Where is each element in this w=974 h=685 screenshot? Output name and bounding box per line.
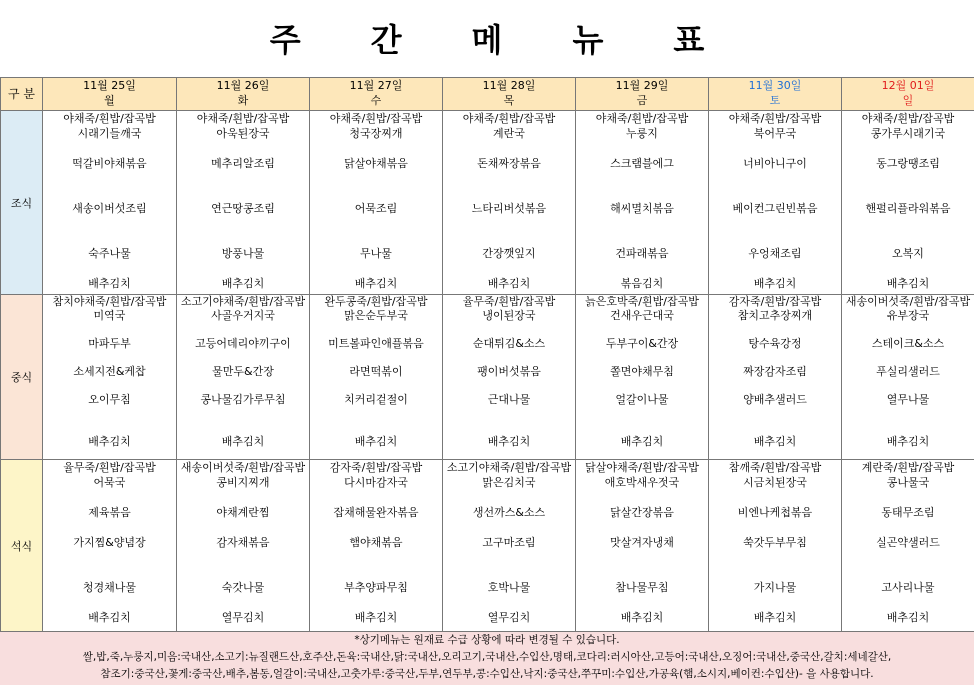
menu-item xyxy=(43,231,176,246)
menu-item: 배추김치 xyxy=(43,435,176,449)
menu-item: 닭살야채볶음 xyxy=(310,156,442,171)
menu-item: 맛살겨자냉채 xyxy=(576,535,708,550)
menu-cell xyxy=(576,460,709,633)
menu-item xyxy=(842,407,974,421)
day-date: 11월 26일 xyxy=(177,78,309,93)
menu-item: 닭살야채죽/흰밥/잡곡밥 xyxy=(576,460,708,475)
menu-item: 콩나물국 xyxy=(842,475,974,490)
menu-item xyxy=(842,231,974,246)
menu-item: 배추김치 xyxy=(576,435,708,449)
menu-item: 건파래볶음 xyxy=(576,246,708,261)
menu-item: 배추김치 xyxy=(43,276,176,291)
weekly-menu-table xyxy=(0,77,974,633)
menu-item: 소세지전&케찹 xyxy=(43,365,176,379)
menu-item: 너비아니구이 xyxy=(709,156,841,171)
menu-item: 야채죽/흰밥/잡곡밥 xyxy=(177,111,309,126)
menu-item xyxy=(709,595,841,610)
menu-item: 북어무국 xyxy=(709,126,841,141)
menu-item: 비엔나케첩볶음 xyxy=(709,505,841,520)
menu-item: 오복지 xyxy=(842,246,974,261)
menu-item xyxy=(43,490,176,505)
menu-item xyxy=(43,216,176,231)
menu-item: 콩비지찌개 xyxy=(177,475,309,490)
menu-item: 율무죽/흰밥/잡곡밥 xyxy=(443,295,575,309)
menu-item: 야채죽/흰밥/잡곡밥 xyxy=(709,111,841,126)
menu-item xyxy=(842,595,974,610)
menu-item xyxy=(43,520,176,535)
menu-item xyxy=(177,565,309,580)
menu-item xyxy=(709,216,841,231)
menu-item xyxy=(177,141,309,156)
menu-item xyxy=(310,351,442,365)
menu-item xyxy=(576,490,708,505)
menu-item xyxy=(709,421,841,435)
menu-item xyxy=(443,141,575,156)
menu-item: 야채죽/흰밥/잡곡밥 xyxy=(443,111,575,126)
menu-item: 청경채나물 xyxy=(43,580,176,595)
title-char: 표 xyxy=(673,15,704,61)
menu-item: 시금치된장국 xyxy=(709,475,841,490)
menu-item: 스크램블에그 xyxy=(576,156,708,171)
menu-item xyxy=(310,407,442,421)
menu-item xyxy=(177,520,309,535)
menu-item xyxy=(310,520,442,535)
menu-item xyxy=(443,595,575,610)
menu-item: 치커리겉절이 xyxy=(310,393,442,407)
menu-cell xyxy=(310,111,443,295)
meal-label: 조식 xyxy=(1,111,43,295)
menu-item xyxy=(576,323,708,337)
menu-item: 아욱된장국 xyxy=(177,126,309,141)
menu-item: 얼갈이나물 xyxy=(576,393,708,407)
menu-item: 열무나물 xyxy=(842,393,974,407)
menu-item xyxy=(842,186,974,201)
day-header xyxy=(709,78,842,111)
menu-item xyxy=(177,261,309,276)
title-char: 메 xyxy=(472,15,503,61)
menu-item: 볶음김치 xyxy=(576,276,708,291)
menu-item: 새송이버섯죽/흰밥/잡곡밥 xyxy=(842,295,974,309)
menu-item xyxy=(709,351,841,365)
menu-item xyxy=(177,186,309,201)
menu-item: 무나물 xyxy=(310,246,442,261)
menu-item: 팽이버섯볶음 xyxy=(443,365,575,379)
day-date: 11월 25일 xyxy=(43,78,176,93)
menu-item: 고구마조림 xyxy=(443,535,575,550)
menu-item: 어묵국 xyxy=(43,475,176,490)
menu-item xyxy=(576,565,708,580)
page-title xyxy=(0,0,974,76)
menu-cell xyxy=(177,460,310,633)
day-of-week: 화 xyxy=(177,93,309,108)
menu-item xyxy=(177,171,309,186)
menu-item xyxy=(842,216,974,231)
menu-item: 배추김치 xyxy=(310,435,442,449)
menu-item: 배추김치 xyxy=(43,610,176,625)
menu-item: 스테이크&소스 xyxy=(842,337,974,351)
menu-item: 새송이버섯죽/흰밥/잡곡밥 xyxy=(177,460,309,475)
menu-item: 배추김치 xyxy=(709,610,841,625)
menu-item: 잡채해물완자볶음 xyxy=(310,505,442,520)
menu-item xyxy=(842,323,974,337)
menu-item: 떡갈비야채볶음 xyxy=(43,156,176,171)
menu-item: 간장깻잎지 xyxy=(443,246,575,261)
menu-item: 배추김치 xyxy=(177,276,309,291)
menu-item: 제육볶음 xyxy=(43,505,176,520)
menu-cell xyxy=(842,111,974,295)
menu-item: 율무죽/흰밥/잡곡밥 xyxy=(43,460,176,475)
menu-item: 동태무조림 xyxy=(842,505,974,520)
menu-item: 푸실리샐러드 xyxy=(842,365,974,379)
menu-item xyxy=(443,550,575,565)
menu-item xyxy=(576,141,708,156)
menu-cell xyxy=(177,295,310,460)
notice-box xyxy=(0,631,974,685)
menu-item xyxy=(43,186,176,201)
menu-item: 배추김치 xyxy=(310,276,442,291)
menu-item: 근대나물 xyxy=(443,393,575,407)
menu-item: 순대튀김&소스 xyxy=(443,337,575,351)
menu-item: 건새우근대국 xyxy=(576,309,708,323)
menu-item xyxy=(709,407,841,421)
menu-item xyxy=(310,565,442,580)
menu-item xyxy=(576,231,708,246)
menu-item: 배추김치 xyxy=(842,435,974,449)
menu-item xyxy=(842,550,974,565)
menu-item: 맑은순두부국 xyxy=(310,309,442,323)
menu-item xyxy=(842,351,974,365)
menu-item: 마파두부 xyxy=(43,337,176,351)
menu-item: 사골우거지국 xyxy=(177,309,309,323)
menu-item xyxy=(43,141,176,156)
menu-item xyxy=(177,351,309,365)
menu-item: 감자죽/흰밥/잡곡밥 xyxy=(709,295,841,309)
menu-item xyxy=(177,407,309,421)
menu-item xyxy=(709,550,841,565)
day-of-week: 일 xyxy=(842,93,974,108)
menu-item xyxy=(177,231,309,246)
menu-item: 유부장국 xyxy=(842,309,974,323)
menu-item xyxy=(576,351,708,365)
menu-item xyxy=(310,186,442,201)
menu-item: 소고기야채죽/흰밥/잡곡밥 xyxy=(177,295,309,309)
menu-item: 미역국 xyxy=(43,309,176,323)
menu-item: 참깨죽/흰밥/잡곡밥 xyxy=(709,460,841,475)
menu-item: 참치고추장찌개 xyxy=(709,309,841,323)
menu-item xyxy=(177,323,309,337)
menu-item xyxy=(177,379,309,393)
menu-cell xyxy=(709,460,842,633)
menu-item: 배추김치 xyxy=(576,610,708,625)
menu-item xyxy=(443,216,575,231)
menu-item xyxy=(177,216,309,231)
menu-item xyxy=(576,595,708,610)
day-date: 11월 27일 xyxy=(310,78,442,93)
menu-item: 가지나물 xyxy=(709,580,841,595)
menu-item: 배추김치 xyxy=(177,435,309,449)
menu-item xyxy=(43,379,176,393)
menu-item: 핸펄리플라워볶음 xyxy=(842,201,974,216)
menu-item xyxy=(576,261,708,276)
menu-cell xyxy=(43,460,177,633)
menu-item xyxy=(709,231,841,246)
menu-item: 두부구이&간장 xyxy=(576,337,708,351)
menu-item: 쑥갓두부무침 xyxy=(709,535,841,550)
menu-cell xyxy=(310,295,443,460)
menu-item: 짜장감자조림 xyxy=(709,365,841,379)
day-of-week: 수 xyxy=(310,93,442,108)
menu-item: 야채죽/흰밥/잡곡밥 xyxy=(576,111,708,126)
menu-item: 어묵조림 xyxy=(310,201,442,216)
menu-item: 양배추샐러드 xyxy=(709,393,841,407)
menu-item: 탕수육강정 xyxy=(709,337,841,351)
menu-item xyxy=(709,323,841,337)
menu-item: 실곤약샐러드 xyxy=(842,535,974,550)
menu-item xyxy=(43,261,176,276)
menu-item: 배추김치 xyxy=(443,276,575,291)
menu-item: 배추김치 xyxy=(709,276,841,291)
menu-item: 애호박새우젓국 xyxy=(576,475,708,490)
menu-item xyxy=(43,171,176,186)
menu-cell xyxy=(443,460,576,633)
menu-item xyxy=(842,565,974,580)
menu-item: 돈채짜장볶음 xyxy=(443,156,575,171)
menu-item xyxy=(43,550,176,565)
menu-item xyxy=(443,565,575,580)
menu-item xyxy=(443,261,575,276)
menu-item xyxy=(842,520,974,535)
menu-item xyxy=(43,421,176,435)
menu-item xyxy=(576,407,708,421)
menu-item xyxy=(443,231,575,246)
menu-item: 참치야채죽/흰밥/잡곡밥 xyxy=(43,295,176,309)
menu-item: 새송이버섯조림 xyxy=(43,201,176,216)
menu-item: 부추양파무침 xyxy=(310,580,442,595)
menu-item: 베이컨그린빈볶음 xyxy=(709,201,841,216)
menu-item xyxy=(709,171,841,186)
header-gubun: 구 분 xyxy=(1,78,43,111)
title-char: 간 xyxy=(371,15,402,61)
menu-item xyxy=(177,490,309,505)
menu-item xyxy=(709,565,841,580)
menu-item xyxy=(310,490,442,505)
menu-item xyxy=(310,323,442,337)
menu-item xyxy=(443,171,575,186)
menu-item xyxy=(443,407,575,421)
menu-item: 닭살간장볶음 xyxy=(576,505,708,520)
menu-item xyxy=(43,565,176,580)
day-of-week: 금 xyxy=(576,93,708,108)
menu-item xyxy=(310,595,442,610)
day-header xyxy=(310,78,443,111)
menu-cell xyxy=(310,460,443,633)
meal-label: 중식 xyxy=(1,295,43,460)
menu-item: 우엉채조림 xyxy=(709,246,841,261)
menu-item xyxy=(842,379,974,393)
menu-item: 늙은호박죽/흰밥/잡곡밥 xyxy=(576,295,708,309)
menu-item: 쫄면야채무침 xyxy=(576,365,708,379)
menu-item xyxy=(443,520,575,535)
day-header xyxy=(576,78,709,111)
menu-item: 계란국 xyxy=(443,126,575,141)
menu-item: 배추김치 xyxy=(310,610,442,625)
menu-item xyxy=(709,186,841,201)
menu-item xyxy=(576,421,708,435)
menu-item xyxy=(310,261,442,276)
menu-item: 야채계란찜 xyxy=(177,505,309,520)
menu-cell xyxy=(576,111,709,295)
menu-item: 메추리알조림 xyxy=(177,156,309,171)
notice-line: 쌀,밥,죽,누룽지,미음:국내산,소고기:뉴질랜드산,호주산,돈육:국내산,닭:국내산,오리고기,국내산,수입산,명태,코다리:러시아산,고등어:국내산,오징어:국내산,중국산,갈치:세네갈산, xyxy=(0,649,974,666)
notice-line: 참조기:중국산,꽃게:중국산,배추,봄동,얼갈이:국내산,고춧가루:중국산,두부,연두부,콩:수입산,낙지:중국산,쭈꾸미:수입산,가공육(햄,소시지,베이컨:수입산)- 을 사용합니다. xyxy=(0,666,974,683)
menu-item: 햄야채볶음 xyxy=(310,535,442,550)
menu-item: 감자죽/흰밥/잡곡밥 xyxy=(310,460,442,475)
menu-item: 고사리나물 xyxy=(842,580,974,595)
menu-item xyxy=(43,407,176,421)
menu-item: 해씨멸치볶음 xyxy=(576,201,708,216)
menu-item xyxy=(443,323,575,337)
day-of-week: 월 xyxy=(43,93,176,108)
menu-cell xyxy=(842,295,974,460)
day-header xyxy=(43,78,177,111)
menu-item xyxy=(576,520,708,535)
menu-cell xyxy=(842,460,974,633)
menu-item: 콩가루시래기국 xyxy=(842,126,974,141)
day-date: 12월 01일 xyxy=(842,78,974,93)
menu-item: 시래기들깨국 xyxy=(43,126,176,141)
menu-item xyxy=(709,490,841,505)
meal-label: 석식 xyxy=(1,460,43,633)
menu-item xyxy=(443,421,575,435)
menu-item: 누룽지 xyxy=(576,126,708,141)
menu-item: 열무김치 xyxy=(443,610,575,625)
menu-item xyxy=(842,421,974,435)
menu-item xyxy=(709,261,841,276)
menu-item: 열무김치 xyxy=(177,610,309,625)
menu-item: 배추김치 xyxy=(842,276,974,291)
menu-item xyxy=(709,520,841,535)
menu-item: 콩나물김가루무침 xyxy=(177,393,309,407)
menu-item xyxy=(310,141,442,156)
menu-cell xyxy=(43,111,177,295)
menu-cell xyxy=(43,295,177,460)
menu-cell xyxy=(443,111,576,295)
day-date: 11월 30일 xyxy=(709,78,841,93)
menu-item: 청국장찌개 xyxy=(310,126,442,141)
day-date: 11월 29일 xyxy=(576,78,708,93)
menu-item xyxy=(177,595,309,610)
menu-item xyxy=(576,379,708,393)
menu-item: 냉이된장국 xyxy=(443,309,575,323)
menu-item xyxy=(310,421,442,435)
menu-item: 가지찜&양념장 xyxy=(43,535,176,550)
menu-item xyxy=(842,490,974,505)
menu-item xyxy=(576,216,708,231)
day-header xyxy=(177,78,310,111)
menu-item xyxy=(709,141,841,156)
menu-item: 감자채볶음 xyxy=(177,535,309,550)
menu-item: 계란죽/흰밥/잡곡밥 xyxy=(842,460,974,475)
menu-item: 방풍나물 xyxy=(177,246,309,261)
menu-item: 느타리버섯볶음 xyxy=(443,201,575,216)
menu-item: 배추김치 xyxy=(709,435,841,449)
menu-item: 물만두&간장 xyxy=(177,365,309,379)
menu-item: 생선까스&소스 xyxy=(443,505,575,520)
menu-item: 참나물무침 xyxy=(576,580,708,595)
menu-item: 숙갓나물 xyxy=(177,580,309,595)
menu-item: 다시마감자국 xyxy=(310,475,442,490)
menu-item xyxy=(842,141,974,156)
menu-item: 호박나물 xyxy=(443,580,575,595)
menu-item xyxy=(576,550,708,565)
menu-item: 야채죽/흰밥/잡곡밥 xyxy=(43,111,176,126)
menu-item xyxy=(576,171,708,186)
menu-item: 미트볼파인애플볶음 xyxy=(310,337,442,351)
menu-item xyxy=(842,261,974,276)
menu-item xyxy=(709,379,841,393)
day-header xyxy=(842,78,974,111)
menu-item: 오이무침 xyxy=(43,393,176,407)
menu-item xyxy=(310,171,442,186)
menu-item: 배추김치 xyxy=(443,435,575,449)
menu-item xyxy=(177,421,309,435)
menu-item: 소고기야채죽/흰밥/잡곡밥 xyxy=(443,460,575,475)
menu-cell xyxy=(709,111,842,295)
menu-item: 야채죽/흰밥/잡곡밥 xyxy=(310,111,442,126)
menu-item xyxy=(310,379,442,393)
menu-item xyxy=(443,186,575,201)
menu-item: 연근땅콩조림 xyxy=(177,201,309,216)
menu-item xyxy=(443,379,575,393)
menu-item xyxy=(443,351,575,365)
menu-item: 고등어데리야끼구이 xyxy=(177,337,309,351)
menu-cell xyxy=(576,295,709,460)
title-char: 주 xyxy=(270,15,301,61)
title-char: 뉴 xyxy=(572,15,603,61)
menu-item: 배추김치 xyxy=(842,610,974,625)
menu-cell xyxy=(443,295,576,460)
day-header xyxy=(443,78,576,111)
menu-cell xyxy=(709,295,842,460)
menu-item: 숙주나물 xyxy=(43,246,176,261)
menu-item xyxy=(842,171,974,186)
menu-item: 동그랑땡조림 xyxy=(842,156,974,171)
menu-item: 완두콩죽/흰밥/잡곡밥 xyxy=(310,295,442,309)
menu-item xyxy=(43,323,176,337)
menu-item xyxy=(310,550,442,565)
menu-item xyxy=(310,231,442,246)
notice-line: *상기메뉴는 원재료 수급 상황에 따라 변경될 수 있습니다. xyxy=(0,632,974,649)
menu-item xyxy=(310,216,442,231)
menu-item: 맑은김치국 xyxy=(443,475,575,490)
menu-item: 라면떡볶이 xyxy=(310,365,442,379)
menu-item xyxy=(43,595,176,610)
menu-item xyxy=(443,490,575,505)
menu-item: 야채죽/흰밥/잡곡밥 xyxy=(842,111,974,126)
day-of-week: 토 xyxy=(709,93,841,108)
day-date: 11월 28일 xyxy=(443,78,575,93)
menu-cell xyxy=(177,111,310,295)
menu-item xyxy=(177,550,309,565)
menu-item xyxy=(43,351,176,365)
day-of-week: 목 xyxy=(443,93,575,108)
menu-item xyxy=(576,186,708,201)
